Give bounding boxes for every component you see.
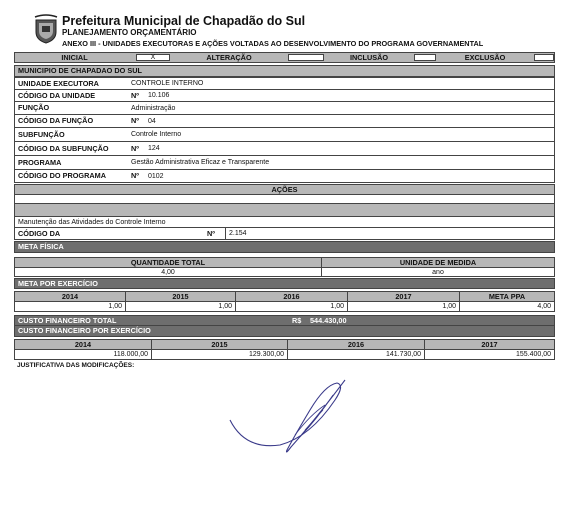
field-funcao	[14, 101, 555, 115]
codigo-unidade-value: 10.106	[148, 92, 170, 99]
meta-value-2016: 1,00	[235, 302, 347, 311]
annex-title: ANEXO III - UNIDADES EXECUTORAS E AÇÕES VOLTADAS AO DESENVOLVIMENTO DO PROGRAMA GOVERNAMENTAL	[62, 39, 484, 48]
meta-year-2017: 2017	[347, 292, 459, 301]
custo-value-2016: 141.730,00	[287, 350, 424, 359]
meta-value-2014: 1,00	[108, 303, 122, 310]
programa-label: PROGRAMA	[18, 157, 62, 167]
municipal-seal-logo	[33, 14, 59, 44]
status-inicial-label: INICIAL	[61, 52, 88, 62]
field-codigo-subfuncao	[14, 141, 555, 156]
custo-exercicio-header: CUSTO FINANCEIRO POR EXERCÍCIO	[18, 326, 151, 336]
codigo-programa-prefix: Nº	[131, 171, 139, 181]
custo-total-value: 544.430,00	[310, 315, 347, 325]
custo-value-2015: 129.300,00	[151, 350, 287, 359]
meta-ppa-label: META PPA	[459, 292, 554, 301]
meta-exercicio-header: META POR EXERCÍCIO	[18, 278, 98, 288]
custo-year-2014: 2014	[74, 339, 92, 349]
custo-year-2016: 2016	[287, 340, 424, 349]
acao-codigo-value: 2.154	[225, 228, 247, 239]
handwritten-signature	[225, 375, 355, 475]
status-inicial-mark: X	[150, 54, 156, 61]
codigo-subfuncao-value: 124	[148, 145, 160, 152]
field-codigo-programa	[14, 169, 555, 183]
custo-value-2017: 155.400,00	[424, 350, 554, 359]
unidade-executora-label: UNIDADE EXECUTORA	[18, 78, 99, 88]
codigo-programa-label: CÓDIGO DO PROGRAMA	[18, 171, 106, 181]
custo-year-2017: 2017	[424, 340, 554, 349]
acoes-blank-bar	[14, 203, 555, 217]
custo-exercicio-values	[14, 349, 555, 360]
status-exclusao-label: EXCLUSÃO	[464, 52, 506, 62]
codigo-funcao-label: CÓDIGO DA FUNÇÃO	[18, 116, 94, 126]
acao-codigo-prefix: Nº	[207, 228, 215, 238]
unidade-medida-value: ano	[321, 268, 554, 276]
municipio-bar	[14, 65, 555, 77]
unidade-executora-value: CONTROLE INTERNO	[131, 80, 204, 87]
acoes-spacer	[14, 195, 555, 203]
unidade-medida-label: UNIDADE DE MEDIDA	[321, 258, 554, 267]
meta-ppa-value: 4,00	[459, 302, 554, 311]
custo-value-2014: 118.000,00	[113, 351, 148, 358]
funcao-label: FUNÇÃO	[18, 103, 50, 113]
status-inicial-checkbox[interactable]	[136, 54, 170, 61]
document-subtitle: PLANEJAMENTO ORÇAMENTÁRIO	[62, 28, 197, 37]
meta-value-2017: 1,00	[347, 302, 459, 311]
field-codigo-funcao	[14, 114, 555, 128]
codigo-programa-value: 0102	[148, 172, 164, 180]
status-inclusao-checkbox[interactable]	[414, 54, 436, 61]
custo-year-2015: 2015	[151, 340, 287, 349]
meta-year-2015: 2015	[125, 292, 235, 301]
custo-total-label: CUSTO FINANCEIRO TOTAL	[18, 315, 117, 325]
status-bar	[14, 52, 555, 63]
municipio-name: MUNICIPIO DE CHAPADAO DO SUL	[18, 66, 142, 76]
codigo-unidade-label: CÓDIGO DA UNIDADE	[18, 90, 96, 100]
meta-year-2016: 2016	[235, 292, 347, 301]
status-exclusao-checkbox[interactable]	[534, 54, 554, 61]
status-alteracao-checkbox[interactable]	[288, 54, 324, 61]
subfuncao-label: SUBFUNÇÃO	[18, 129, 65, 139]
meta-value-2015: 1,00	[125, 302, 235, 311]
codigo-unidade-prefix: Nº	[131, 90, 139, 100]
meta-exercicio-header-bar	[14, 278, 555, 289]
field-subfuncao	[14, 127, 555, 142]
status-inclusao-label: INCLUSÃO	[349, 52, 389, 62]
quantidade-total-value: 4,00	[161, 268, 175, 276]
meta-fisica-header-bar	[14, 241, 555, 253]
meta-fisica-values	[14, 267, 555, 277]
meta-fisica-header: META FÍSICA	[18, 242, 64, 252]
meta-exercicio-values	[14, 301, 555, 312]
programa-value: Gestão Administrativa Eficaz e Transparente	[131, 159, 270, 166]
meta-year-2014: 2014	[61, 291, 79, 301]
document-title: Prefeitura Municipal de Chapadão do Sul	[62, 14, 306, 28]
quantidade-total-label: QUANTIDADE TOTAL	[130, 257, 206, 267]
funcao-value: Administração	[131, 104, 176, 112]
acao-codigo-label: CÓDIGO DA	[18, 228, 61, 238]
field-programa	[14, 155, 555, 170]
codigo-funcao-value: 04	[148, 117, 156, 125]
codigo-subfuncao-prefix: Nº	[131, 143, 139, 153]
acoes-header: AÇÕES	[271, 184, 298, 194]
custo-exercicio-header-bar	[14, 325, 555, 337]
custo-total-currency: R$	[292, 315, 302, 325]
status-alteracao-label: ALTERAÇÃO	[206, 52, 252, 62]
justificativa-label: JUSTIFICATIVA DAS MODIFICAÇÕES:	[17, 362, 135, 369]
codigo-funcao-prefix: Nº	[131, 116, 139, 126]
acoes-header-bar	[14, 184, 555, 195]
acao-description: Manutenção das Atividades do Controle Interno	[18, 218, 166, 226]
acoes-codigo-row	[14, 227, 555, 240]
codigo-subfuncao-label: CÓDIGO DA SUBFUNÇÃO	[18, 143, 109, 153]
subfuncao-value: Controle Interno	[131, 131, 182, 138]
